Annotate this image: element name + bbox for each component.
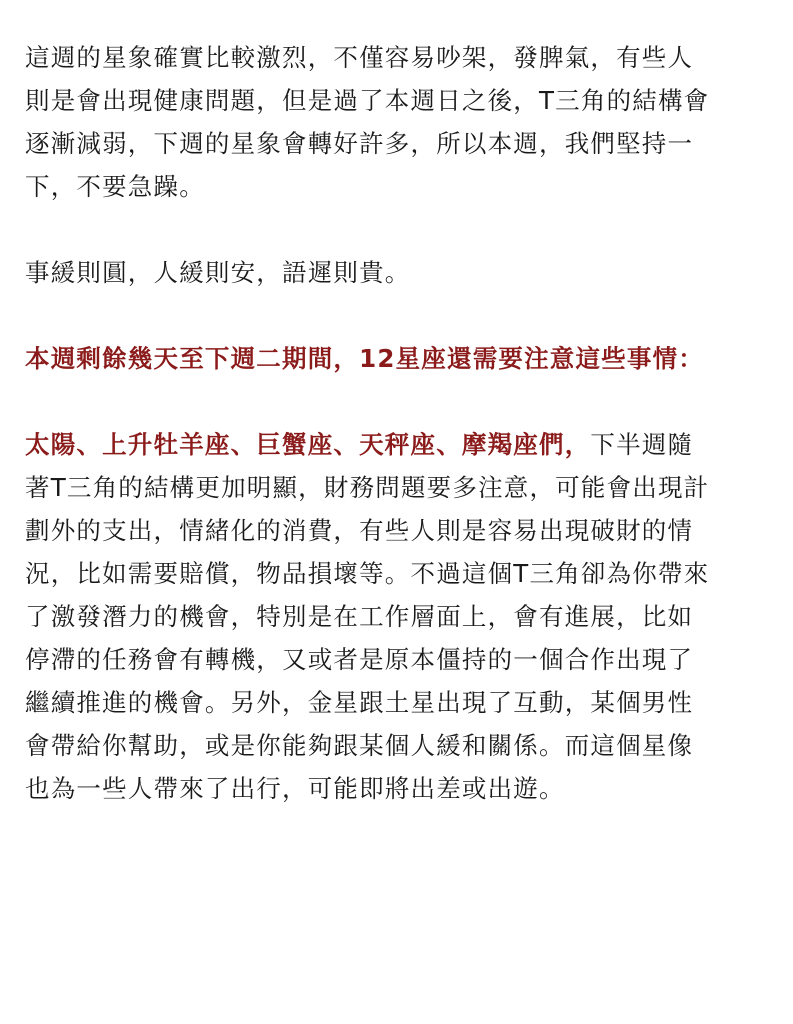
- zodiac-highlight: 太陽、上升牡羊座、巨蟹座、天秤座、摩羯座們，: [25, 430, 591, 459]
- paragraph-spacer: [25, 208, 773, 251]
- paragraph-spacer: [25, 380, 773, 423]
- text-line: 也為一些人帶來了出行，可能即將出差或出遊。: [25, 774, 565, 803]
- text-line: 停滯的任務會有轉機，又或者是原本僵持的一個合作出現了: [25, 645, 694, 674]
- text-line: 況，比如需要賠償，物品損壞等。不過這個T三角卻為你帶來: [25, 559, 710, 588]
- text-line: 會帶給你幫助，或是你能夠跟某個人緩和關係。而這個星像: [25, 731, 694, 760]
- paragraph-intro: [25, 36, 773, 208]
- text-line: 事緩則圓，人緩則安，語遲則貴。: [25, 258, 411, 287]
- text-line: 則是會出現健康問題，但是過了本週日之後，T三角的結構會: [25, 86, 710, 115]
- text-line: 了激發潛力的機會，特別是在工作層面上，會有進展，比如: [25, 602, 694, 631]
- text-line: 繼續推進的機會。另外，金星跟土星出現了互動，某個男性: [25, 688, 694, 717]
- paragraph-section-heading: [25, 337, 773, 380]
- text-fragment: 下半週隨: [590, 430, 694, 459]
- paragraph-proverb: [25, 251, 773, 294]
- text-line: 劃外的支出，情緒化的消費，有些人則是容易出現破財的情: [25, 516, 694, 545]
- text-line: 著T三角的結構更加明顯，財務問題要多注意，可能會出現計: [25, 473, 710, 502]
- text-line: 逐漸減弱，下週的星象會轉好許多，所以本週，我們堅持一: [25, 129, 694, 158]
- text-line: 下，不要急躁。: [25, 172, 205, 201]
- section-heading: 本週剩餘幾天至下週二期間，12星座還需要注意這些事情：: [25, 344, 704, 373]
- text-line: 這週的星象確實比較激烈，不僅容易吵架，發脾氣，有些人: [25, 43, 694, 72]
- paragraph-spacer: [25, 294, 773, 337]
- text-line-first: [25, 423, 773, 466]
- paragraph-forecast: [25, 423, 773, 810]
